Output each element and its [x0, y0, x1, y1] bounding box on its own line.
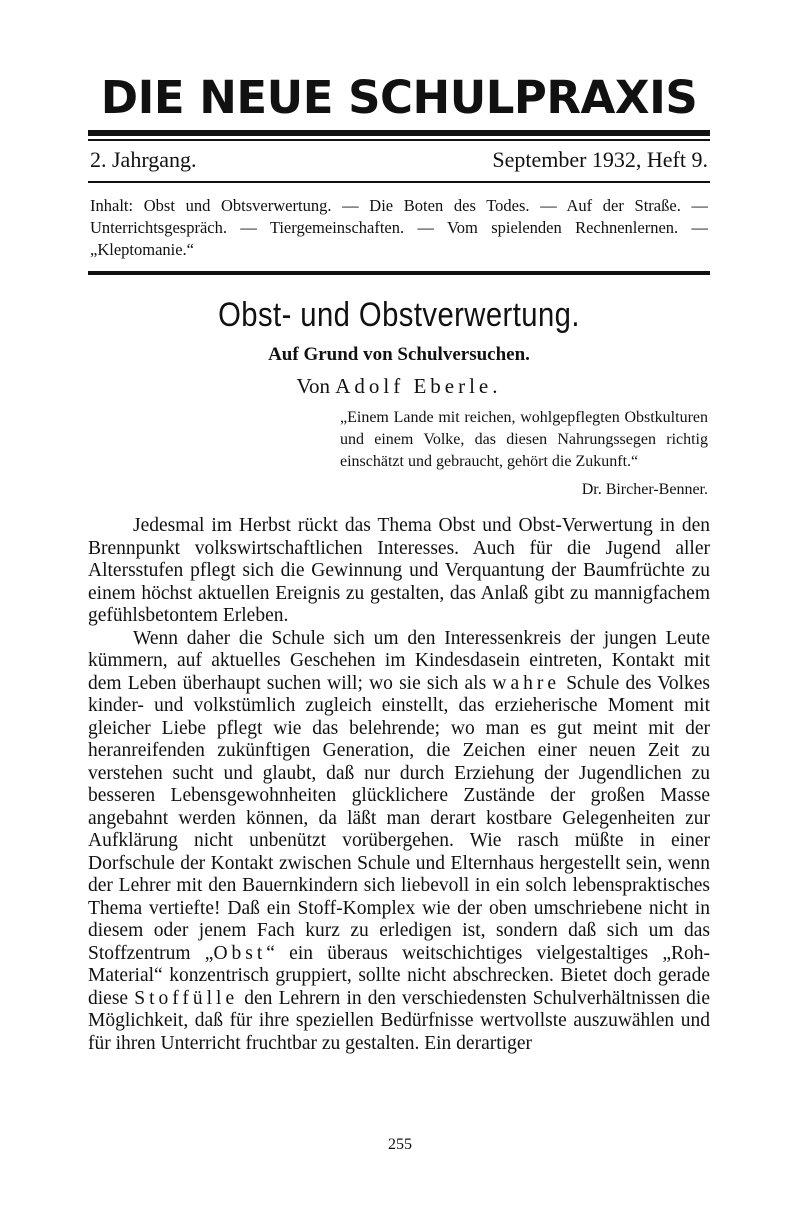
journal-page: [88, 70, 710, 1055]
byline-prefix: Von: [296, 374, 330, 398]
article-title: Obst- und Obstverwertung.: [218, 296, 580, 334]
volume-label: 2. Jahrgang.: [90, 147, 197, 172]
epigraph-quote: „Einem Lande mit reichen, wohlgepflegten Obstkulturen und einem Volke, das diesen Nahrungssegen richtig einschätzt und gebraucht, gehört die Zukunft.“: [340, 409, 708, 470]
text-run: Schule des Volkes kinder- und volkstümlich zugleich einstellt, das erzieherische Moment mit gleicher Liebe pflegt wie das belehrende; wo man es gut meint mit der heranreifenden zukünftigen Generation, die Zeichen einer neuen Zeit zu verstehen sucht und glaubt, daß nur durch Erziehung der Jugendlichen zu besseren Lebensgewohnheiten glücklichere Zustände der großen Masse angebahnt werden können, da läßt man derart kostbare Gelegenheiten zur Aufklärung nicht unbenützt vorübergehen. Wie rasch müßte in einer Dorfschule der Kontakt zwischen Schule und Elternhaus hergestellt sein, wenn der Lehrer mit den Bauernkindern sich liebevoll in ein solch lebenspraktisches Thema vertiefte! Daß ein Stoff-Komplex wie der oben umschriebene nicht in diesem oder jenem Fach kurz zu erledigen ist, sondern daß sich um das Stoffzentrum „: [88, 672, 711, 964]
epigraph-author: Dr. Bircher-Benner.: [581, 481, 708, 498]
body-paragraph: [88, 628, 710, 1056]
text-run: den Lehrern in den verschiedensten Schulverhältnissen die Möglichkeit, daß für ihre speziellen Bedürfnisse wertvollste auszuwählen und für ihren Unterricht fruchtbar zu gestalten. Ein derartiger: [88, 987, 711, 1054]
masthead-rule-thick: [88, 130, 710, 136]
page-number: 255: [388, 1136, 412, 1153]
masthead-rule-thin: [88, 139, 710, 141]
issue-date: September 1932, Heft 9.: [492, 147, 708, 172]
issue-line: [88, 147, 710, 173]
text-run: Wenn daher die Schule sich um den Interessenkreis der jungen Leute kümmern, auf aktuelles Geschehen im Kindesdasein eintreten, Kontakt mit dem Leben überhaupt suchen will; wo sie sich als: [88, 627, 710, 694]
table-of-contents: Inhalt: Obst und Obtsverwertung. — Die Boten des Todes. — Auf der Straße. — Unterrichtsgespräch. — Tiergemeinschaften. — Vom spielenden Rechnenlernen. — „Kleptomanie.“: [90, 196, 708, 259]
issue-rule: [88, 181, 710, 183]
text-run: “ ein überaus weitschichtiges vielgestaltiges „Roh-Material“ konzentrisch gruppiert, sollte nicht abschrecken. Bietet doch gerade diese: [88, 942, 710, 1009]
emphasis-text: Stoffülle: [134, 987, 239, 1009]
emphasis-text: wahre: [492, 672, 561, 694]
contents-rule: [88, 271, 710, 275]
body-paragraph: Jedesmal im Herbst rückt das Thema Obst und Obst-Verwertung in den Brennpunkt volkswirtschaftlichen Interesses. Auch für die Jugend aller Altersstufen pflegt sich die Gewinnung und Verquantung der Baumfrüchte zu einem höchst aktuellen Ereignis zu gestalten, das Anlaß gibt zu mannigfachem gefühlsbetontem Erleben.: [88, 515, 710, 626]
byline-author: Adolf Eberle.: [335, 374, 502, 398]
emphasis-text: Obst: [213, 942, 267, 964]
journal-masthead: DIE NEUE SCHULPRAXIS: [100, 71, 698, 124]
article-subtitle: Auf Grund von Schulversuchen.: [268, 344, 530, 365]
article-body: [88, 515, 710, 1055]
article-byline: [88, 373, 710, 399]
